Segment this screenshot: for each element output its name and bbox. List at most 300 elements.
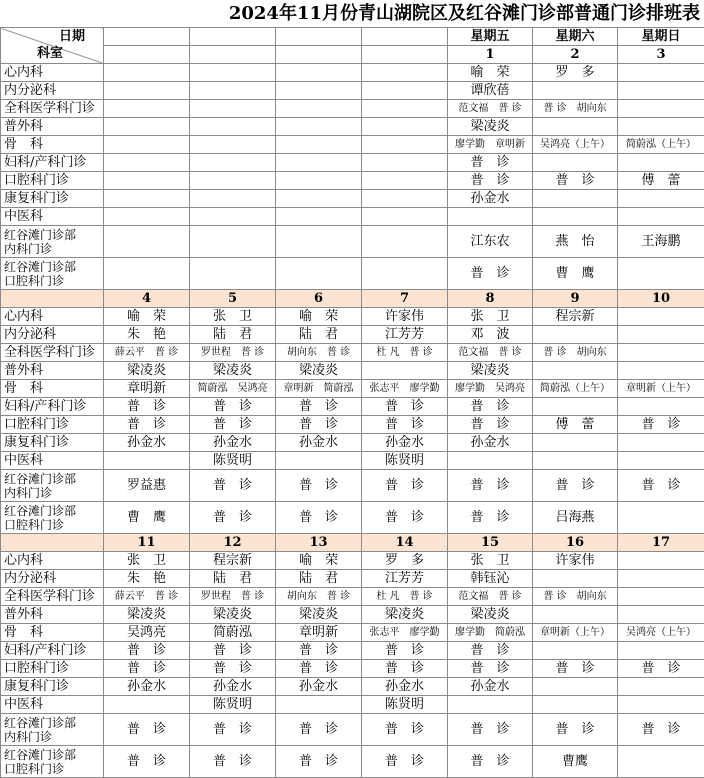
doctor-cell bbox=[104, 172, 190, 190]
doctor-cell: 普 诊 bbox=[448, 714, 533, 746]
doctor-cell bbox=[618, 452, 704, 470]
department-label-line: 红谷滩门诊部 bbox=[4, 259, 77, 274]
doctor-cell bbox=[618, 326, 704, 344]
doctor-cell bbox=[104, 82, 190, 100]
doctor-cell bbox=[190, 258, 276, 290]
doctor-cell: 普 诊 胡向东 bbox=[533, 100, 618, 118]
doctor-cell: 普 诊 bbox=[190, 398, 276, 416]
doctor-cell bbox=[533, 606, 618, 624]
doctor-cell: 胡向东 普 诊 bbox=[276, 344, 362, 362]
department-row bbox=[1, 100, 704, 118]
date-cell: 2 bbox=[533, 46, 618, 64]
department-label-line: 骨 科 bbox=[4, 624, 44, 640]
doctor-cell: 孙金水 bbox=[276, 678, 362, 696]
doctor-cell: 陆 君 bbox=[276, 326, 362, 344]
date-department-corner bbox=[1, 28, 104, 64]
doctor-cell: 普 诊 bbox=[533, 714, 618, 746]
department-label-line: 普外科 bbox=[4, 362, 44, 378]
doctor-cell: 普 诊 bbox=[362, 746, 448, 778]
doctor-cell bbox=[276, 696, 362, 714]
doctor-cell: 陈贤明 bbox=[190, 696, 276, 714]
doctor-cell: 普 诊 bbox=[448, 416, 533, 434]
weekday-header bbox=[190, 28, 276, 46]
date-cell bbox=[276, 46, 362, 64]
doctor-cell: 罗世程 普 诊 bbox=[190, 344, 276, 362]
doctor-cell: 张 卫 bbox=[448, 308, 533, 326]
department-row bbox=[1, 308, 704, 326]
doctor-cell: 梁凌炎 bbox=[276, 362, 362, 380]
department-row bbox=[1, 326, 704, 344]
department-row bbox=[1, 416, 704, 434]
doctor-cell bbox=[104, 154, 190, 172]
department-label bbox=[1, 470, 104, 502]
department-row bbox=[1, 660, 704, 678]
doctor-cell: 燕 怡 bbox=[533, 226, 618, 258]
department-label bbox=[1, 570, 104, 588]
doctor-cell: 章明新 简蔚泓 bbox=[276, 380, 362, 398]
department-label bbox=[1, 642, 104, 660]
doctor-cell: 普 诊 bbox=[190, 746, 276, 778]
doctor-cell: 普 诊 bbox=[448, 746, 533, 778]
doctor-cell bbox=[104, 100, 190, 118]
weekday-header bbox=[362, 28, 448, 46]
doctor-cell bbox=[276, 136, 362, 154]
doctor-cell: 普 诊 bbox=[362, 398, 448, 416]
date-cell: 17 bbox=[618, 534, 704, 552]
department-label-line: 康复科门诊 bbox=[4, 190, 70, 206]
department-label-line: 骨 科 bbox=[4, 136, 44, 152]
date-cell: 8 bbox=[448, 290, 533, 308]
doctor-cell bbox=[533, 696, 618, 714]
doctor-cell: 普 诊 bbox=[448, 258, 533, 290]
doctor-cell bbox=[533, 678, 618, 696]
doctor-cell: 喻 荣 bbox=[276, 308, 362, 326]
doctor-cell: 章明新（上午） bbox=[533, 624, 618, 642]
doctor-cell: 韩钰沁 bbox=[448, 570, 533, 588]
doctor-cell bbox=[618, 82, 704, 100]
doctor-cell: 梁凌炎 bbox=[276, 606, 362, 624]
weekday-row bbox=[1, 28, 704, 46]
weekday-header bbox=[276, 28, 362, 46]
doctor-cell: 傅 蕾 bbox=[533, 416, 618, 434]
department-label-line: 妇科/产科门诊 bbox=[4, 642, 87, 658]
doctor-cell bbox=[276, 226, 362, 258]
doctor-cell: 胡向东 普 诊 bbox=[276, 588, 362, 606]
doctor-cell: 曹 鹰 bbox=[104, 502, 190, 534]
weekday-header bbox=[104, 28, 190, 46]
doctor-cell bbox=[362, 172, 448, 190]
doctor-cell: 普 诊 bbox=[190, 502, 276, 534]
doctor-cell: 傅 蕾 bbox=[618, 172, 704, 190]
doctor-cell: 孙金水 bbox=[190, 434, 276, 452]
department-label-line: 心内科 bbox=[4, 308, 44, 324]
date-cell: 3 bbox=[618, 46, 704, 64]
doctor-cell: 普 诊 bbox=[276, 398, 362, 416]
department-label-line: 全科医学科门诊 bbox=[4, 344, 96, 360]
doctor-cell: 普 诊 bbox=[190, 714, 276, 746]
doctor-cell: 薛云平 普 诊 bbox=[104, 344, 190, 362]
doctor-cell bbox=[104, 696, 190, 714]
doctor-cell bbox=[190, 100, 276, 118]
doctor-cell bbox=[190, 64, 276, 82]
doctor-cell: 罗益惠 bbox=[104, 470, 190, 502]
doctor-cell: 普 诊 bbox=[104, 642, 190, 660]
doctor-cell: 普 诊 bbox=[276, 660, 362, 678]
department-label bbox=[1, 172, 104, 190]
date-cell: 7 bbox=[362, 290, 448, 308]
date-row bbox=[1, 534, 704, 552]
doctor-cell: 普 诊 bbox=[104, 660, 190, 678]
department-label bbox=[1, 416, 104, 434]
date-cell: 10 bbox=[618, 290, 704, 308]
doctor-cell bbox=[618, 696, 704, 714]
doctor-cell bbox=[533, 452, 618, 470]
doctor-cell: 普 诊 bbox=[448, 154, 533, 172]
doctor-cell: 普 诊 bbox=[362, 642, 448, 660]
department-label bbox=[1, 308, 104, 326]
date-cell bbox=[104, 46, 190, 64]
doctor-cell bbox=[362, 258, 448, 290]
doctor-cell: 普 诊 bbox=[618, 660, 704, 678]
weekday-header: 星期六 bbox=[533, 28, 618, 46]
doctor-cell: 普 诊 bbox=[104, 746, 190, 778]
doctor-cell: 普 诊 bbox=[448, 502, 533, 534]
date-row-label bbox=[1, 290, 104, 308]
doctor-cell: 陆 君 bbox=[190, 570, 276, 588]
doctor-cell bbox=[190, 226, 276, 258]
date-row-label bbox=[1, 534, 104, 552]
doctor-cell bbox=[276, 452, 362, 470]
doctor-cell: 孙金水 bbox=[104, 678, 190, 696]
department-row bbox=[1, 714, 704, 746]
page-title: 2024年11月份青山湖院区及红谷滩门诊部普通门诊排班表 bbox=[228, 3, 700, 24]
date-row bbox=[1, 290, 704, 308]
doctor-cell: 张 卫 bbox=[190, 308, 276, 326]
doctor-cell bbox=[533, 326, 618, 344]
department-label-line: 心内科 bbox=[4, 64, 44, 80]
doctor-cell: 陈贤明 bbox=[190, 452, 276, 470]
department-label-line: 口腔科门诊 bbox=[4, 273, 65, 288]
doctor-cell: 普 诊 bbox=[618, 470, 704, 502]
schedule-table bbox=[0, 27, 704, 778]
doctor-cell bbox=[618, 502, 704, 534]
doctor-cell: 薛云平 普 诊 bbox=[104, 588, 190, 606]
weekday-header: 星期五 bbox=[448, 28, 533, 46]
doctor-cell: 廖学勤 简蔚泓 bbox=[448, 624, 533, 642]
doctor-cell bbox=[533, 398, 618, 416]
doctor-cell bbox=[362, 154, 448, 172]
doctor-cell: 普 诊 bbox=[104, 416, 190, 434]
department-label-line: 普外科 bbox=[4, 118, 44, 134]
department-label-line: 红谷滩门诊部 bbox=[4, 503, 77, 518]
department-label-line: 红谷滩门诊部 bbox=[4, 227, 77, 242]
department-label-line: 内分泌科 bbox=[4, 570, 57, 586]
doctor-cell: 梁凌炎 bbox=[448, 362, 533, 380]
doctor-cell bbox=[618, 258, 704, 290]
department-label bbox=[1, 452, 104, 470]
doctor-cell: 范文福 普 诊 bbox=[448, 100, 533, 118]
date-cell: 15 bbox=[448, 534, 533, 552]
doctor-cell: 廖学勤 章明新 bbox=[448, 136, 533, 154]
doctor-cell bbox=[276, 154, 362, 172]
department-label bbox=[1, 714, 104, 746]
doctor-cell: 普 诊 bbox=[276, 714, 362, 746]
doctor-cell bbox=[618, 118, 704, 136]
date-cell: 9 bbox=[533, 290, 618, 308]
doctor-cell bbox=[618, 308, 704, 326]
doctor-cell bbox=[276, 100, 362, 118]
doctor-cell bbox=[533, 208, 618, 226]
doctor-cell: 普 诊 bbox=[618, 416, 704, 434]
doctor-cell: 朱 艳 bbox=[104, 326, 190, 344]
weekday-header: 星期日 bbox=[618, 28, 704, 46]
department-row bbox=[1, 380, 704, 398]
department-row bbox=[1, 502, 704, 534]
doctor-cell: 孙金水 bbox=[448, 190, 533, 208]
doctor-cell: 孙金水 bbox=[104, 434, 190, 452]
department-label bbox=[1, 226, 104, 258]
department-label-line: 妇科/产科门诊 bbox=[4, 154, 87, 170]
doctor-cell bbox=[362, 100, 448, 118]
department-label bbox=[1, 588, 104, 606]
date-cell: 13 bbox=[276, 534, 362, 552]
doctor-cell bbox=[104, 118, 190, 136]
department-label bbox=[1, 64, 104, 82]
date-cell: 5 bbox=[190, 290, 276, 308]
department-label-line: 骨 科 bbox=[4, 380, 44, 396]
doctor-cell bbox=[448, 208, 533, 226]
doctor-cell: 朱 艳 bbox=[104, 570, 190, 588]
department-row bbox=[1, 470, 704, 502]
doctor-cell bbox=[104, 64, 190, 82]
doctor-cell: 谭欣蓓 bbox=[448, 82, 533, 100]
doctor-cell bbox=[618, 570, 704, 588]
doctor-cell: 普 诊 bbox=[276, 642, 362, 660]
department-label bbox=[1, 624, 104, 642]
department-label-line: 心内科 bbox=[4, 552, 44, 568]
doctor-cell: 普 诊 bbox=[362, 470, 448, 502]
department-row bbox=[1, 434, 704, 452]
doctor-cell: 普 诊 bbox=[276, 416, 362, 434]
department-label bbox=[1, 208, 104, 226]
doctor-cell: 普 诊 bbox=[276, 470, 362, 502]
doctor-cell bbox=[104, 190, 190, 208]
department-row bbox=[1, 362, 704, 380]
department-label-line: 红谷滩门诊部 bbox=[4, 715, 77, 730]
department-label bbox=[1, 696, 104, 714]
department-label bbox=[1, 154, 104, 172]
department-label bbox=[1, 660, 104, 678]
doctor-cell: 普 诊 胡向东 bbox=[533, 588, 618, 606]
doctor-cell bbox=[618, 434, 704, 452]
department-row bbox=[1, 696, 704, 714]
date-cell: 16 bbox=[533, 534, 618, 552]
doctor-cell: 范文福 普 诊 bbox=[448, 344, 533, 362]
department-label bbox=[1, 362, 104, 380]
department-row bbox=[1, 136, 704, 154]
department-row bbox=[1, 678, 704, 696]
department-label bbox=[1, 606, 104, 624]
date-cell: 1 bbox=[448, 46, 533, 64]
doctor-cell bbox=[618, 398, 704, 416]
department-label bbox=[1, 678, 104, 696]
doctor-cell bbox=[276, 118, 362, 136]
department-label-line: 康复科门诊 bbox=[4, 678, 70, 694]
doctor-cell bbox=[533, 154, 618, 172]
doctor-cell: 梁凌炎 bbox=[190, 606, 276, 624]
doctor-cell: 普 诊 bbox=[104, 398, 190, 416]
department-label-line: 全科医学科门诊 bbox=[4, 588, 96, 604]
doctor-cell bbox=[190, 118, 276, 136]
doctor-cell: 曹 鹰 bbox=[533, 258, 618, 290]
doctor-cell bbox=[618, 746, 704, 778]
department-label-line: 妇科/产科门诊 bbox=[4, 398, 87, 414]
department-label bbox=[1, 434, 104, 452]
department-label-line: 内分泌科 bbox=[4, 82, 57, 98]
doctor-cell bbox=[533, 362, 618, 380]
department-label-line: 红谷滩门诊部 bbox=[4, 471, 77, 486]
doctor-cell bbox=[190, 190, 276, 208]
doctor-cell: 吴鸿亮（上午） bbox=[618, 624, 704, 642]
department-label-line: 口腔科门诊 bbox=[4, 172, 70, 188]
doctor-cell bbox=[362, 226, 448, 258]
doctor-cell: 张 卫 bbox=[448, 552, 533, 570]
department-row bbox=[1, 82, 704, 100]
department-label bbox=[1, 190, 104, 208]
department-label bbox=[1, 502, 104, 534]
department-label-line: 康复科门诊 bbox=[4, 434, 70, 450]
doctor-cell: 许家伟 bbox=[362, 308, 448, 326]
doctor-cell: 吴鸿亮（上午） bbox=[533, 136, 618, 154]
doctor-cell: 孙金水 bbox=[448, 678, 533, 696]
department-label-line: 内科门诊 bbox=[4, 485, 53, 500]
date-axis-label: 日期 bbox=[58, 29, 85, 44]
department-row bbox=[1, 588, 704, 606]
department-row bbox=[1, 118, 704, 136]
doctor-cell bbox=[618, 678, 704, 696]
doctor-cell bbox=[618, 344, 704, 362]
doctor-cell: 孙金水 bbox=[448, 434, 533, 452]
doctor-cell bbox=[618, 190, 704, 208]
department-row bbox=[1, 154, 704, 172]
doctor-cell: 陈贤明 bbox=[362, 452, 448, 470]
doctor-cell bbox=[362, 362, 448, 380]
doctor-cell: 普 诊 bbox=[276, 502, 362, 534]
doctor-cell bbox=[618, 362, 704, 380]
date-cell: 4 bbox=[104, 290, 190, 308]
doctor-cell bbox=[533, 118, 618, 136]
doctor-cell: 陆 君 bbox=[190, 326, 276, 344]
department-label bbox=[1, 746, 104, 778]
doctor-cell: 章明新 bbox=[276, 624, 362, 642]
department-label-line: 口腔科门诊 bbox=[4, 517, 65, 532]
date-cell bbox=[190, 46, 276, 64]
doctor-cell: 梁凌炎 bbox=[104, 362, 190, 380]
doctor-cell: 普 诊 bbox=[104, 714, 190, 746]
doctor-cell bbox=[190, 82, 276, 100]
doctor-cell: 廖学勤 吴鸿亮 bbox=[448, 380, 533, 398]
doctor-cell: 杜 凡 普 诊 bbox=[362, 344, 448, 362]
doctor-cell: 普 诊 bbox=[448, 660, 533, 678]
doctor-cell bbox=[276, 64, 362, 82]
doctor-cell: 简蔚泓（上午） bbox=[618, 136, 704, 154]
doctor-cell: 普 诊 bbox=[448, 470, 533, 502]
department-row bbox=[1, 624, 704, 642]
doctor-cell: 罗 多 bbox=[362, 552, 448, 570]
doctor-cell: 普 诊 bbox=[362, 502, 448, 534]
department-label-line: 口腔科门诊 bbox=[4, 761, 65, 776]
doctor-cell bbox=[190, 136, 276, 154]
doctor-cell: 普 诊 bbox=[618, 714, 704, 746]
doctor-cell: 普 诊 bbox=[448, 172, 533, 190]
doctor-cell: 喻 荣 bbox=[276, 552, 362, 570]
doctor-cell bbox=[104, 258, 190, 290]
doctor-cell: 张志平 廖学勤 bbox=[362, 624, 448, 642]
department-label bbox=[1, 380, 104, 398]
department-row bbox=[1, 570, 704, 588]
department-label-line: 普外科 bbox=[4, 606, 44, 622]
doctor-cell: 普 诊 bbox=[362, 660, 448, 678]
department-row bbox=[1, 208, 704, 226]
doctor-cell: 孙金水 bbox=[190, 678, 276, 696]
doctor-cell bbox=[276, 82, 362, 100]
doctor-cell bbox=[104, 136, 190, 154]
department-row bbox=[1, 398, 704, 416]
department-row bbox=[1, 344, 704, 362]
doctor-cell: 梁凌炎 bbox=[448, 118, 533, 136]
doctor-cell bbox=[618, 552, 704, 570]
department-label-line: 口腔科门诊 bbox=[4, 660, 70, 676]
date-cell: 6 bbox=[276, 290, 362, 308]
department-row bbox=[1, 190, 704, 208]
doctor-cell bbox=[276, 190, 362, 208]
department-label bbox=[1, 118, 104, 136]
doctor-cell: 普 诊 bbox=[448, 642, 533, 660]
doctor-cell bbox=[533, 642, 618, 660]
doctor-cell: 江芳芳 bbox=[362, 570, 448, 588]
department-label bbox=[1, 326, 104, 344]
doctor-cell: 喻 荣 bbox=[448, 64, 533, 82]
doctor-cell: 程宗新 bbox=[190, 552, 276, 570]
doctor-cell: 简蔚泓（上午） bbox=[533, 380, 618, 398]
doctor-cell: 吴鸿亮 bbox=[104, 624, 190, 642]
doctor-cell: 程宗新 bbox=[533, 308, 618, 326]
department-label-line: 全科医学科门诊 bbox=[4, 100, 96, 116]
department-row bbox=[1, 746, 704, 778]
doctor-cell: 普 诊 bbox=[533, 172, 618, 190]
doctor-cell bbox=[448, 696, 533, 714]
department-row bbox=[1, 606, 704, 624]
doctor-cell bbox=[618, 208, 704, 226]
department-label-line: 中医科 bbox=[4, 208, 44, 224]
doctor-cell bbox=[362, 208, 448, 226]
doctor-cell bbox=[276, 258, 362, 290]
doctor-cell: 普 诊 胡向东 bbox=[533, 344, 618, 362]
department-label-line: 口腔科门诊 bbox=[4, 416, 70, 432]
doctor-cell bbox=[618, 588, 704, 606]
doctor-cell: 梁凌炎 bbox=[362, 606, 448, 624]
doctor-cell: 孙金水 bbox=[276, 434, 362, 452]
doctor-cell: 梁凌炎 bbox=[104, 606, 190, 624]
doctor-cell bbox=[618, 100, 704, 118]
doctor-cell bbox=[190, 154, 276, 172]
doctor-cell: 曹鹰 bbox=[533, 746, 618, 778]
doctor-cell: 普 诊 bbox=[190, 470, 276, 502]
doctor-cell: 梁凌炎 bbox=[190, 362, 276, 380]
doctor-cell: 普 诊 bbox=[190, 416, 276, 434]
doctor-cell: 张志平 廖学勤 bbox=[362, 380, 448, 398]
department-label-line: 中医科 bbox=[4, 452, 44, 468]
